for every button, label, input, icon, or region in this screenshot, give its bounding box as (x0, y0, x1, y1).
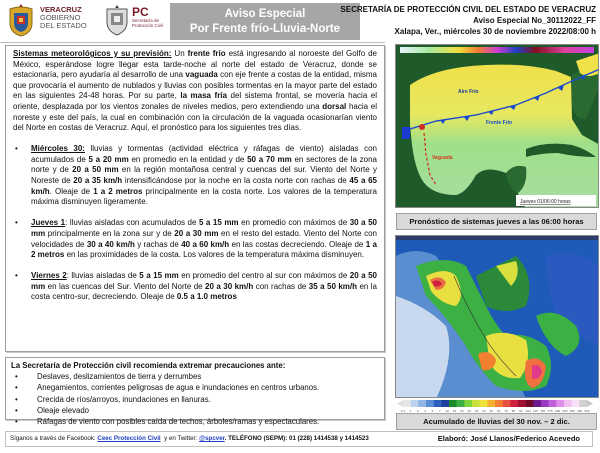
scale-tick-label: 10 (445, 409, 449, 413)
scale-tick-label: 0.1 (400, 409, 406, 413)
header-info (340, 4, 596, 37)
scale-swatch (503, 400, 511, 407)
scale-right-arrow (587, 400, 593, 407)
synoptic-forecast-map (395, 44, 599, 208)
scale-swatch (579, 400, 587, 407)
twitter-link[interactable]: @spcver (199, 435, 225, 442)
civil-protection-wordmark: PC Secretaría de Protección Civil (132, 5, 164, 28)
recommendation-item: • Deslaves, deslizamientos de tierra y derrumbes (11, 371, 379, 382)
scale-swatch (418, 400, 426, 407)
scale-swatch (472, 400, 480, 407)
scale-swatch (526, 400, 534, 407)
facebook-link[interactable]: Ceec Protección Civil (97, 435, 161, 442)
forecast-day-thursday: • Jueves 1: lluvias aisladas con acumulados de 5 a 15 mm en promedio con máximos de 30 a 50 mm principalmente en la zona sur y de 20 a 30 mm en el resto del estado. Viento del Norte con velocidades de 30 a 40 km/h y rachas de 40 a 60 km/h en las costas decreciendo. Oleaje de 1 a 2 metros en las proximidades de la costa. Los valores de la temperatura máxima disminuyen. (13, 218, 377, 260)
scale-tick-label: 175 (547, 409, 553, 413)
synoptic-map-graphic (396, 45, 599, 208)
recommendation-item: • Oleaje elevado (11, 405, 379, 416)
scale-swatch (449, 400, 457, 407)
scale-tick-label: 90 (519, 409, 523, 413)
scale-tick-label: 3 (424, 409, 426, 413)
scale-left-arrow (397, 400, 403, 407)
scale-swatch (411, 400, 419, 407)
scale-tick-label: 100 (525, 409, 531, 413)
place-date: Xalapa, Ver., miércoles 30 de noviembre 2022/08:00 h (394, 27, 596, 36)
scale-swatch (549, 400, 557, 407)
notice-title: Aviso Especial (224, 8, 306, 20)
day-label: Miércoles 30: (31, 144, 85, 154)
map-timestamp: Jueves 01/06:00 horas (520, 199, 571, 205)
rainfall-accumulation-map (395, 235, 599, 398)
scale-tick-label: 125 (532, 409, 538, 413)
cold-air-label: Aire Frío (458, 89, 479, 95)
scale-swatch (564, 400, 572, 407)
day-label: Jueves 1 (31, 218, 66, 228)
scale-tick-label: 70 (504, 409, 508, 413)
scale-swatch (434, 400, 442, 407)
recommendation-item: • Ráfagas de viento con posibles caída de techos, árboles/ramas y espectaculares. (11, 416, 379, 427)
scale-swatch (541, 400, 549, 407)
scale-tick-label: 20 (460, 409, 464, 413)
header-divider (0, 42, 385, 43)
header (0, 0, 600, 42)
scale-swatch (464, 400, 472, 407)
scale-tick-label: 60 (497, 409, 501, 413)
scale-swatch (487, 400, 495, 407)
scale-tick-label: 400 (577, 409, 583, 413)
scale-swatch (426, 400, 434, 407)
scale-swatch (572, 400, 580, 407)
scale-swatch (403, 400, 411, 407)
footer: Síganos a través de Facebook: Ceec Protección Civil y en Twitter: @spcver. TELÉFONO (SEPM): 01 (228) 1414538 y 1414523 Elaboró: José Llanos/Federico Acevedo (5, 431, 593, 447)
scale-swatch (441, 400, 449, 407)
scale-tick-label: 300 (569, 409, 575, 413)
scale-tick-label: 2 (416, 409, 419, 413)
scale-tick-label: 7 (438, 409, 441, 413)
veracruz-government-wordmark: VERACRUZ GOBIERNO DEL ESTADO (40, 5, 87, 30)
scale-tick-label: 5 (431, 409, 434, 413)
notice-title-box (170, 3, 360, 40)
trough-label: Vaguada (432, 155, 453, 161)
synoptic-map-caption: Pronóstico de sistemas jueves a las 06:00 horas (396, 213, 597, 230)
recommendation-item: • Anegamientos, corrientes peligrosas de agua e inundaciones en centros urbanos. (11, 382, 379, 393)
scale-swatch (480, 400, 488, 407)
scale-tick-label: 80 (511, 409, 516, 413)
scale-swatch (556, 400, 564, 407)
scale-tick-label: 15 (452, 409, 457, 413)
scale-tick-label: 50 (489, 409, 493, 413)
scale-swatch (457, 400, 465, 407)
synoptic-heading: Sistemas meteorológicos y su previsión: (13, 49, 172, 58)
veracruz-coat-of-arms-logo (6, 3, 36, 37)
scale-tick-label: 40 (482, 409, 486, 413)
day-label: Viernes 2 (31, 271, 67, 281)
author-credit: Elaboró: José Llanos/Federico Acevedo (437, 434, 580, 443)
rainfall-map-caption: Acumulado de lluvias del 30 nov. – 2 dic. (396, 413, 597, 430)
scale-swatch (518, 400, 526, 407)
rainfall-map-graphic (396, 236, 599, 398)
scale-tick-label: 1 (409, 409, 412, 413)
scale-tick-label: 500 (584, 409, 590, 413)
scale-tick-label: 200 (555, 409, 561, 413)
scale-swatch (533, 400, 541, 407)
scale-tick-label: 25 (467, 409, 471, 413)
notice-subtitle: Por Frente frío-Lluvia-Norte (189, 23, 341, 35)
recommendations-panel (5, 357, 385, 427)
agency-name: SECRETARÍA DE PROTECCIÓN CIVIL DEL ESTADO DE VERACRUZ (340, 5, 596, 14)
cold-front-label: Frente Frío (486, 120, 513, 126)
recommendations-heading: La Secretaría de Protección civil recomienda extremar precauciones ante: (11, 361, 286, 370)
forecast-day-wednesday: • Miércoles 30: lluvias y tormentas (actividad eléctrica y ráfagas de viento) aisladas con acumulados de 5 a 20 mm en promedio en la entidad y de 50 a 70 mm en sectores de la zona norte y de 20 a 50 mm en la región montañosa central y cuencas del sur. Viento del Norte y Noreste de 20 a 35 km/h intensificándose por la noche en la costa norte con rachas de 45 a 65 km/h. Oleaje de 1 a 2 metros principalmente en la costa norte. Los valores de la temperatura máxima disminuyen ligeramente. (13, 144, 377, 208)
scale-swatch (495, 400, 503, 407)
scale-swatch (510, 400, 518, 407)
phone-numbers: . TELÉFONO (SEPM): 01 (228) 1414538 y 1414523 (224, 435, 369, 442)
civil-protection-shield-logo (104, 4, 130, 36)
recommendation-item: • Crecida de ríos/arroyos, inundaciones en llanuras. (11, 394, 379, 405)
scale-tick-label: 30 (474, 409, 479, 413)
synoptic-summary: Sistemas meteorológicos y su previsión: Un frente frío está ingresando al noroeste del Golfo de México, esperándose logre llegar esta tarde-noche al norte del estado de Veracruz, donde se estacionaría, pero ayudaría al desarrollo de una vaguada con eje frente a costas de la entidad, misma que provocaría el aumento de nublados y lluvias con posibles tormentas en la mayor parte del estado en las siguientes 24-48 horas. Por su parte, la masa fría del sistema frontal, se movería hacia el oriente, desplazada por los vientos zonales de niveles medios, pero extendiendo una dorsal hacia el noreste y este del país, la cual en combinación con la circulación de la vaguada ocasionarían viento del Norte en costas de Veracruz. Aquí, el pronóstico para los siguientes tres días. (13, 49, 378, 133)
forecast-panel (5, 45, 385, 352)
scale-tick-label: 250 (562, 409, 568, 413)
scale-tick-label: 150 (540, 409, 546, 413)
notice-number: Aviso Especial No_30112022_FF (473, 16, 596, 25)
forecast-day-friday: • Viernes 2: lluvias aisladas de 5 a 15 mm en promedio del centro al sur con máximos de 20 a 50 mm en las cuencas del Sur. Viento del Norte de 20 a 30 km/h con rachas de 35 a 50 km/h en la costa centro-sur, decreciendo. Oleaje de 0.5 a 1.0 metros (13, 271, 377, 303)
